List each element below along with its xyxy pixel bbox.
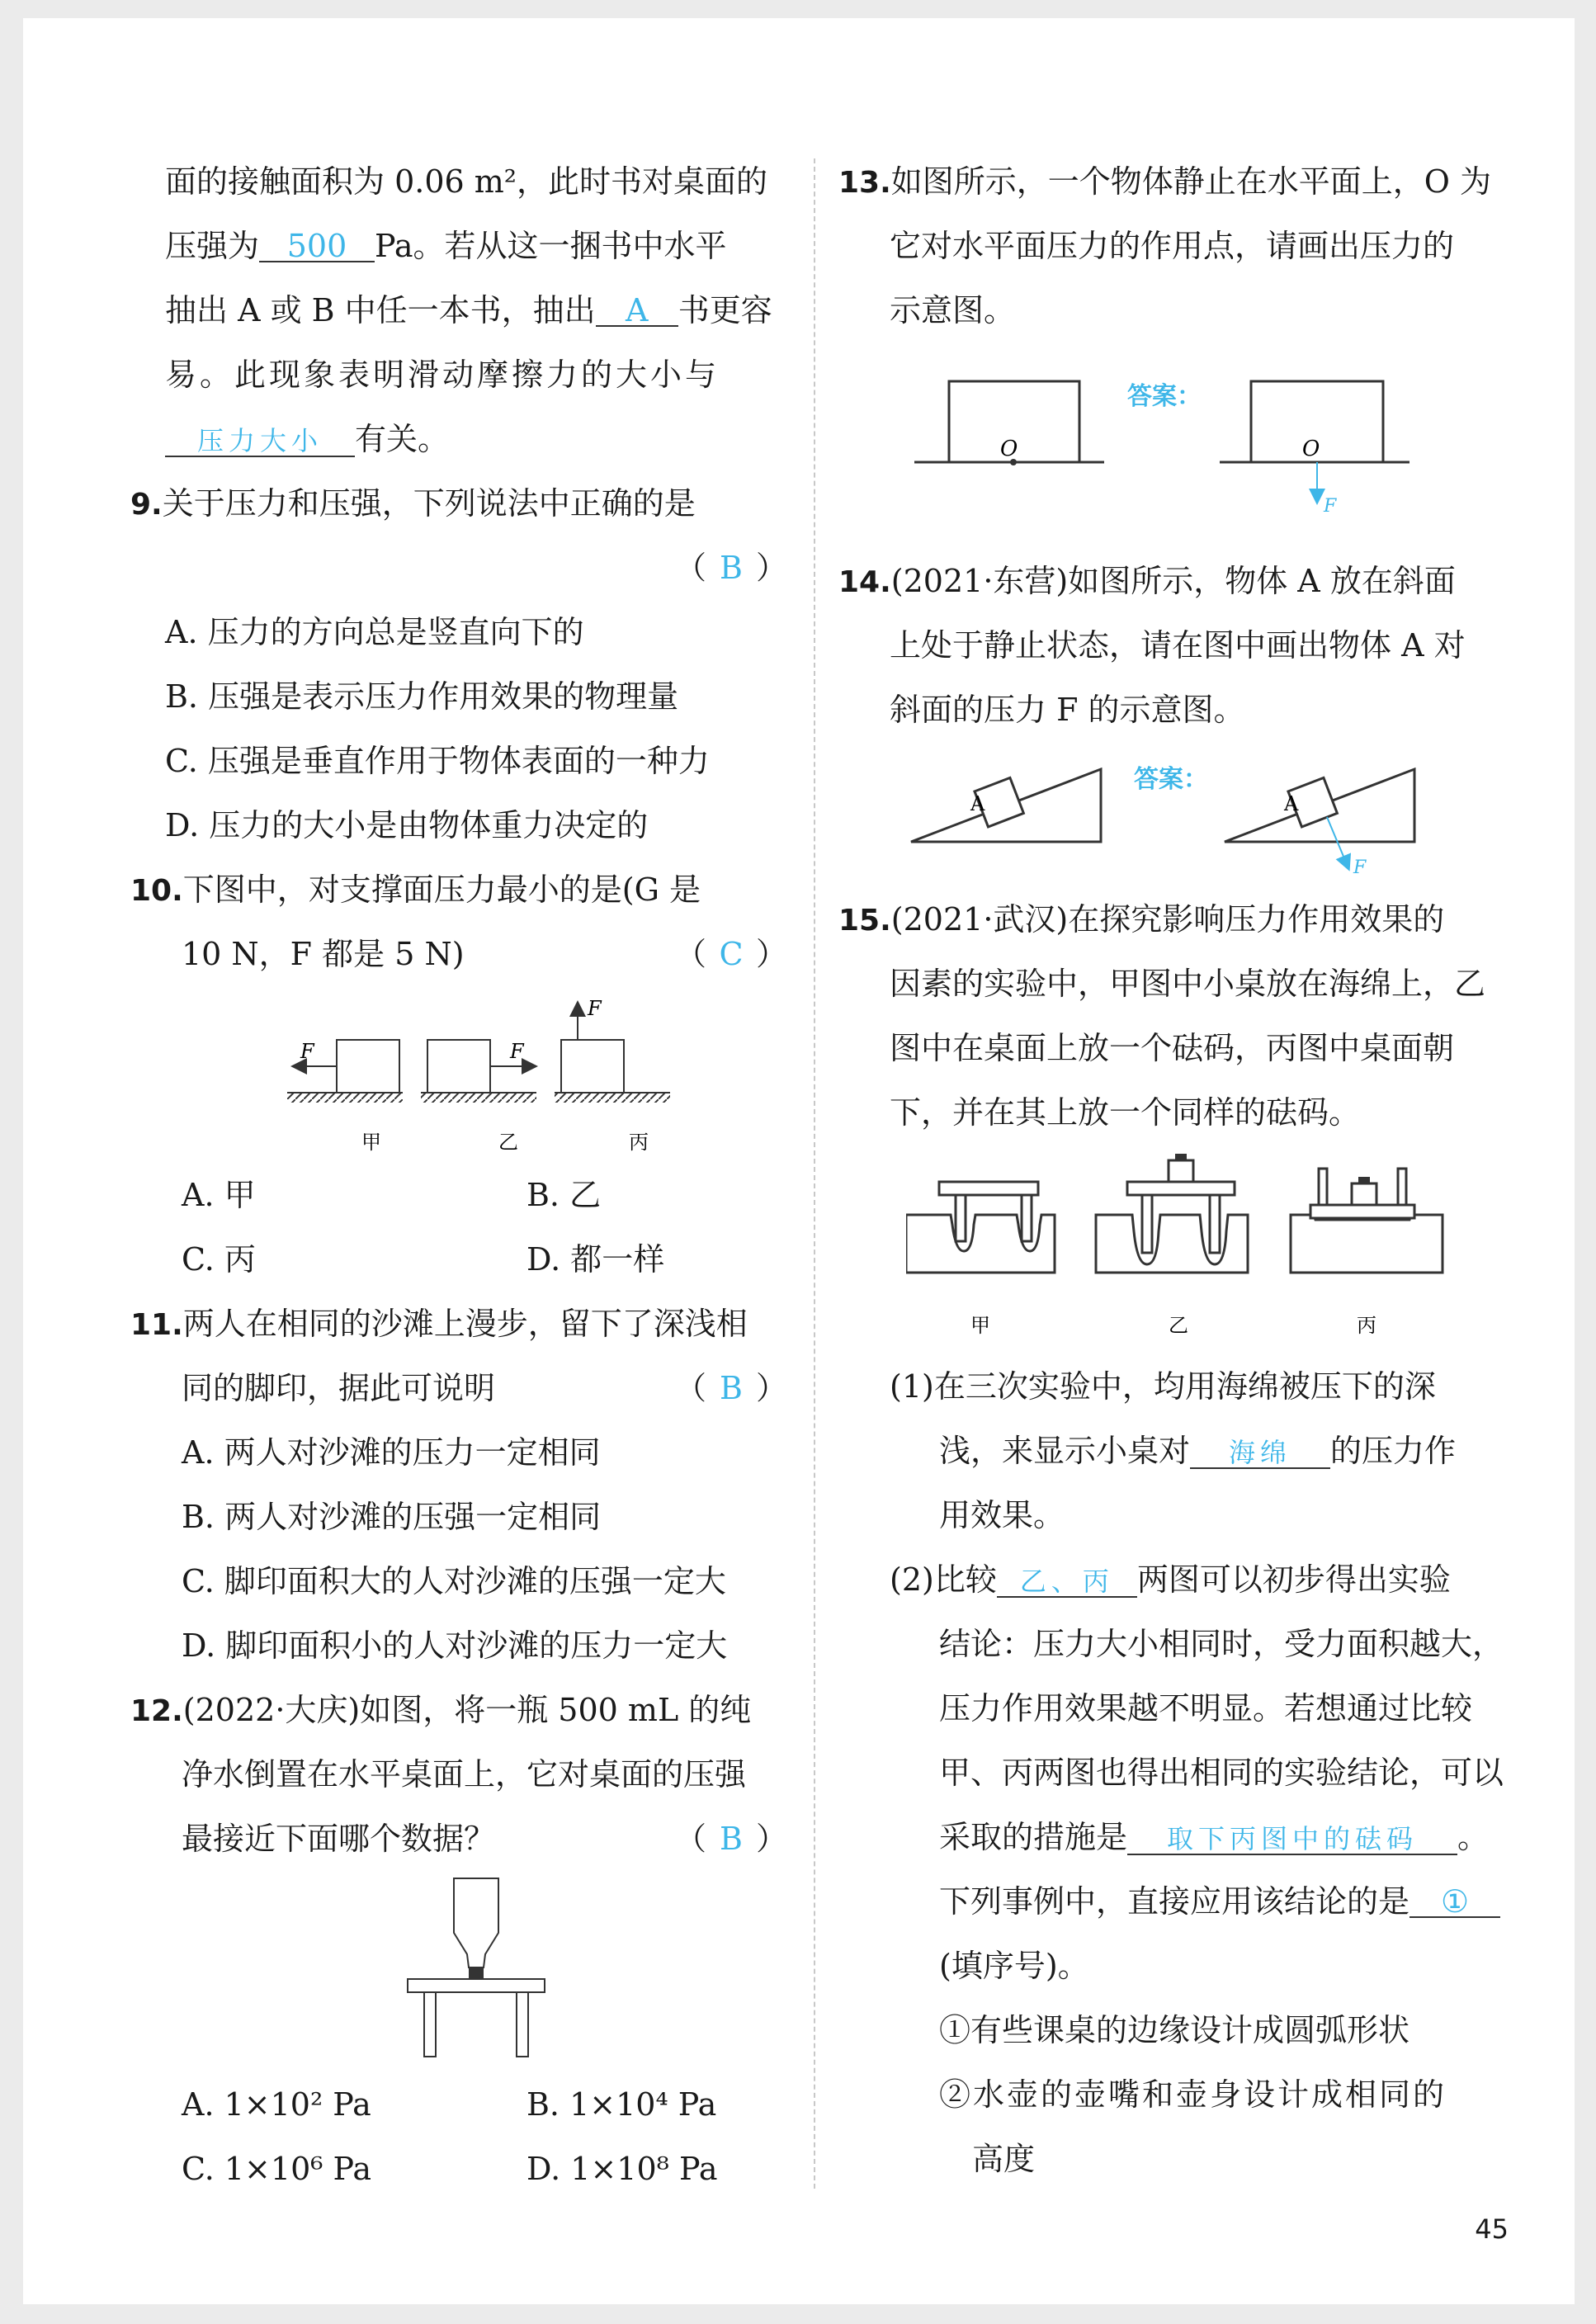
q11-option-a[interactable]: A. 两人对沙滩的压力一定相同 [182, 1434, 601, 1471]
q12-stem-3: 最接近下面哪个数据？ [182, 1821, 496, 1857]
q10-force-label: F [588, 997, 602, 1020]
q11-answer-paren[interactable]: （ B ） [675, 1370, 788, 1406]
q9-option-c[interactable]: C. 压强是垂直作用于物体表面的一种力 [165, 743, 710, 779]
q10-diagram-jia [287, 1040, 403, 1154]
q10-option-b[interactable]: B. 乙 [526, 1177, 602, 1213]
q12-option-a[interactable]: A. 1×10² Pa [182, 2086, 371, 2123]
q15-diagram-yi [1096, 1154, 1248, 1337]
q13-question-diagram [914, 381, 1104, 465]
q9-stem: 9.关于压力和压强，下列说法中正确的是 [130, 485, 696, 522]
q14-answer-block-label: A [1284, 792, 1299, 815]
q14-stem-1: 14.(2021·东营)如图所示，物体 A 放在斜面 [838, 563, 1456, 599]
q15-label-bing: 丙 [1357, 1314, 1376, 1337]
q15-figure [906, 1149, 1550, 1347]
q8-line-5: 压力大小 有关。 [165, 421, 449, 457]
q8-line-3: 抽出 A 或 B 中任一本书，抽出 A 书更容 [165, 292, 772, 328]
worksheet-page [23, 18, 1575, 2304]
q10-diagram-bing [555, 997, 670, 1154]
q9-answer: B [720, 550, 743, 586]
q15-part2-line-2: 结论：压力大小相同时，受力面积越大， [939, 1626, 1504, 1662]
q15-stem-3: 图中在桌面上放一个砝码，丙图中桌面朝 [890, 1030, 1455, 1066]
q8-line-4: 易。此现象表明滑动摩擦力的大小与 [165, 357, 720, 393]
q15-example-2-cont: 高度 [972, 2141, 1036, 2177]
q12-option-d[interactable]: D. 1×10⁸ Pa [526, 2151, 718, 2187]
q15-stem-4: 下，并在其上放一个同样的砝码。 [890, 1094, 1361, 1131]
q11-answer: B [720, 1370, 743, 1406]
q10-force-label: F [300, 1040, 314, 1063]
q12-stem-1: 12.(2022·大庆)如图，将一瓶 500 mL 的纯 [130, 1692, 752, 1728]
q10-label-bing: 丙 [629, 1131, 649, 1154]
q14-block-label: A [970, 792, 985, 815]
q12-option-c[interactable]: C. 1×10⁶ Pa [182, 2151, 372, 2187]
q9-option-a[interactable]: A. 压力的方向总是竖直向下的 [165, 614, 584, 650]
q15-part2-answer-blank-2[interactable]: 取下丙图中的砝码 [1127, 1821, 1457, 1855]
q15-example-2: ②水壶的壶嘴和壶身设计成相同的 [939, 2076, 1447, 2113]
q9-option-d[interactable]: D. 压力的大小是由物体重力决定的 [165, 807, 649, 843]
q11-option-c[interactable]: C. 脚印面积大的人对沙滩的压强一定大 [182, 1563, 726, 1599]
q8-answer-blank-2[interactable]: A [596, 292, 678, 327]
q13-stem-2: 它对水平面压力的作用点，请画出压力的 [890, 228, 1455, 264]
q15-part1-line-3: 用效果。 [939, 1497, 1065, 1533]
q10-answer: C [719, 936, 744, 972]
q15-diagram-jia [906, 1182, 1055, 1337]
q15-part2-answer-blank-1[interactable]: 乙、丙 [997, 1563, 1137, 1598]
q15-label-jia: 甲 [970, 1314, 990, 1337]
q15-diagram-bing [1291, 1169, 1443, 1337]
q11-option-b[interactable]: B. 两人对沙滩的压强一定相同 [182, 1499, 602, 1535]
q8-line-2: 压强为 500 Pa。若从这一捆书中水平 [165, 228, 727, 264]
q10-option-a[interactable]: A. 甲 [182, 1177, 256, 1213]
q10-diagram-yi [421, 1040, 536, 1154]
q15-example-1: ①有些课桌的边缘设计成圆弧形状 [939, 2012, 1410, 2048]
q14-stem-2: 上处于静止状态，请在图中画出物体 A 对 [890, 627, 1466, 664]
q10-stem-2: 10 N，F 都是 5 N) [182, 936, 465, 972]
q12-option-b[interactable]: B. 1×10⁴ Pa [526, 2086, 717, 2123]
q14-answer-label: 答案： [1134, 765, 1208, 794]
q8-line-1: 面的接触面积为 0.06 m²，此时书对桌面的 [165, 163, 768, 200]
page-number: 45 [1475, 2213, 1509, 2245]
q14-answer-diagram [1225, 769, 1414, 876]
q11-stem-1: 11.两人在相同的沙滩上漫步，留下了深浅相 [130, 1306, 748, 1342]
q15-part2-line-3: 压力作用效果越不明显。若想通过比较 [939, 1690, 1473, 1726]
q15-part1-answer-blank[interactable]: 海绵 [1190, 1434, 1330, 1469]
q13-figure [914, 357, 1525, 513]
q10-option-d[interactable]: D. 都一样 [526, 1241, 665, 1278]
q10-force-label: F [510, 1040, 524, 1063]
q13-answer-diagram [1220, 381, 1409, 513]
q15-part2-answer-blank-3[interactable]: ① [1409, 1883, 1500, 1918]
q10-option-c[interactable]: C. 丙 [182, 1241, 256, 1278]
q15-part2-line-4: 甲、丙两图也得出相同的实验结论，可以 [939, 1755, 1504, 1791]
q13-force-label: F [1324, 496, 1337, 513]
q13-point-label: O [1000, 437, 1018, 461]
q15-label-yi: 乙 [1169, 1314, 1188, 1337]
q15-part2-line-7: (填序号)。 [939, 1948, 1089, 1984]
q15-part1-line-2: 浅，来显示小桌对 海绵 的压力作 [939, 1433, 1457, 1469]
q14-stem-3: 斜面的压力 F 的示意图。 [890, 692, 1245, 728]
column-divider [814, 158, 815, 2189]
q8-answer-blank-3[interactable]: 压力大小 [165, 423, 355, 457]
q15-part2-line-1: (2)比较 乙、丙 两图可以初步得出实验 [890, 1561, 1451, 1598]
q10-figure [271, 992, 733, 1157]
q9-option-b[interactable]: B. 压强是表示压力作用效果的物理量 [165, 678, 679, 715]
q12-answer: B [720, 1821, 743, 1857]
q13-stem-1: 13.如图所示，一个物体静止在水平面上，O 为 [838, 163, 1492, 200]
q11-stem-2: 同的脚印，据此可说明 [182, 1370, 496, 1406]
q12-answer-paren[interactable]: （ B ） [675, 1821, 788, 1857]
q10-label-jia: 甲 [361, 1131, 381, 1154]
q14-force-label: F [1353, 857, 1367, 876]
q13-stem-3: 示意图。 [890, 292, 1016, 328]
q15-part2-line-6: 下列事例中，直接应用该结论的是 ① [939, 1883, 1500, 1920]
q10-stem-1: 10.下图中，对支撑面压力最小的是(G 是 [130, 872, 701, 908]
q9-answer-paren[interactable]: （ B ） [675, 550, 788, 586]
q13-answer-label: 答案： [1127, 382, 1202, 411]
q15-stem-1: 15.(2021·武汉)在探究影响压力作用效果的 [838, 901, 1445, 938]
q14-figure [906, 744, 1550, 876]
q13-answer-point-label: O [1302, 437, 1320, 461]
q12-bottle-table-figure [394, 1875, 560, 2065]
q15-part2-line-5: 采取的措施是 取下丙图中的砝码 。 [939, 1819, 1490, 1855]
q10-answer-paren[interactable]: （ C ） [675, 936, 788, 972]
q15-part1-line-1: (1)在三次实验中，均用海绵被压下的深 [890, 1368, 1436, 1405]
q15-stem-2: 因素的实验中，甲图中小桌放在海绵上，乙 [890, 966, 1486, 1002]
q10-label-yi: 乙 [498, 1131, 518, 1154]
q14-question-diagram [911, 769, 1101, 844]
q8-answer-blank-1[interactable]: 500 [259, 228, 375, 262]
q12-stem-2: 净水倒置在水平桌面上，它对桌面的压强 [182, 1756, 747, 1793]
q11-option-d[interactable]: D. 脚印面积小的人对沙滩的压力一定大 [182, 1627, 728, 1664]
